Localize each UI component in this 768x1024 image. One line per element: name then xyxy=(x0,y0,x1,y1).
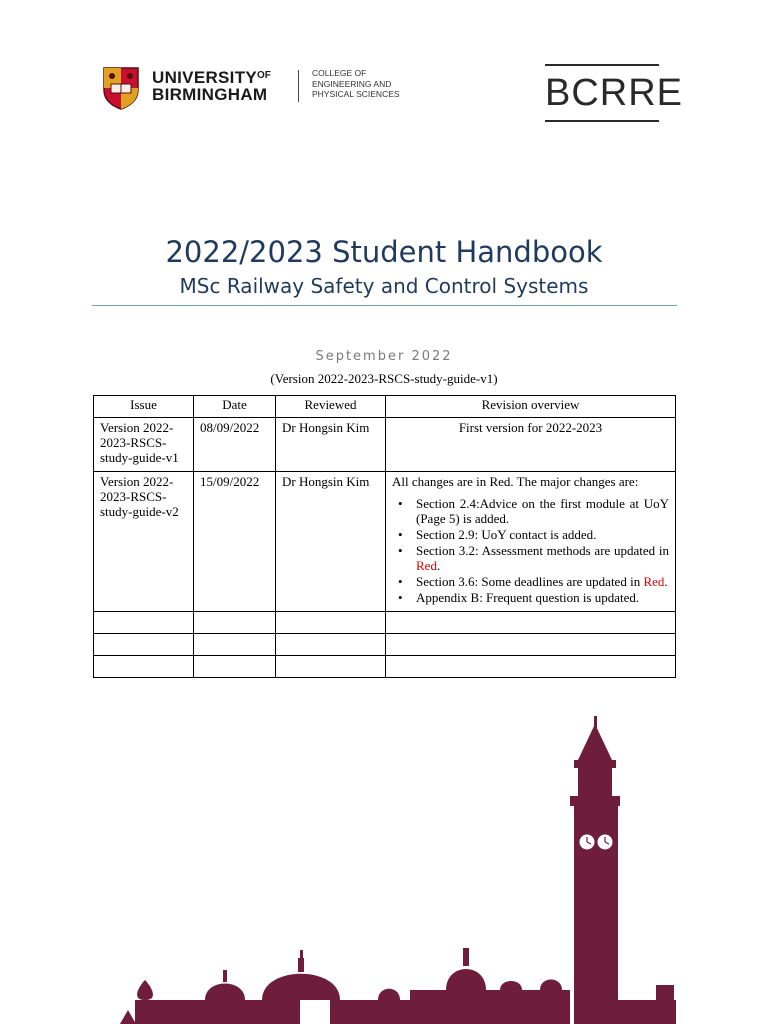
university-name: $UNIVERSITY^{OF}$ BIRMINGHAM xyxy=(152,68,271,104)
bcrre-text: BCRRE xyxy=(545,72,684,114)
university-crest-icon xyxy=(102,66,140,110)
cell-reviewed: Dr Hongsin Kim xyxy=(276,472,386,612)
bcrre-top-rule xyxy=(545,64,659,66)
cell-reviewed: Dr Hongsin Kim xyxy=(276,418,386,472)
header-issue: Issue xyxy=(94,396,194,418)
list-item: • Appendix B: Frequent question is updated. xyxy=(416,590,669,605)
publication-date: September 2022 xyxy=(315,349,453,364)
cell-date: 15/09/2022 xyxy=(194,472,276,612)
cell-date: 08/09/2022 xyxy=(194,418,276,472)
list-item: • Section 3.6: Some deadlines are updated in Red. xyxy=(416,574,669,589)
table-row-empty xyxy=(94,656,676,678)
revision-table xyxy=(93,395,676,678)
table-row-empty xyxy=(94,612,676,634)
logo-divider xyxy=(298,70,299,102)
cell-issue: Version 2022-2023-RSCS-study-guide-v2 xyxy=(94,472,194,612)
table-row xyxy=(94,418,676,472)
red-highlight: Red xyxy=(643,574,665,589)
bcrre-logo xyxy=(545,64,684,122)
header-revision-overview: Revision overview xyxy=(386,396,676,418)
header-date: Date xyxy=(194,396,276,418)
overview-intro: All changes are in Red. The major changes are: xyxy=(392,474,639,489)
bcrre-bottom-rule xyxy=(545,120,659,122)
cell-issue: Version 2022-2023-RSCS-study-guide-v1 xyxy=(94,418,194,472)
table-header-row xyxy=(94,396,676,418)
list-item: • Section 3.2: Assessment methods are updated in Red. xyxy=(416,543,669,573)
cell-overview: First version for 2022-2023 xyxy=(386,418,676,472)
cell-overview xyxy=(386,472,676,612)
table-row xyxy=(94,472,676,612)
table-row-empty xyxy=(94,634,676,656)
page-subtitle: MSc Railway Safety and Control Systems xyxy=(179,274,589,298)
red-highlight: Red xyxy=(416,558,437,573)
college-name: COLLEGE OF ENGINEERING AND PHYSICAL SCIENCES xyxy=(312,68,400,99)
header-reviewed: Reviewed xyxy=(276,396,386,418)
changes-list xyxy=(392,496,669,605)
list-item: • Section 2.4:Advice on the first module at UoY (Page 5) is added. xyxy=(416,496,669,526)
version-label: (Version 2022-2023-RSCS-study-guide-v1) xyxy=(270,371,498,386)
university-logo xyxy=(102,64,422,114)
title-rule xyxy=(92,305,677,306)
list-item: • Section 2.9: UoY contact is added. xyxy=(416,527,669,542)
campus-skyline-illustration xyxy=(0,700,768,1024)
page-title: 2022/2023 Student Handbook xyxy=(165,235,603,269)
